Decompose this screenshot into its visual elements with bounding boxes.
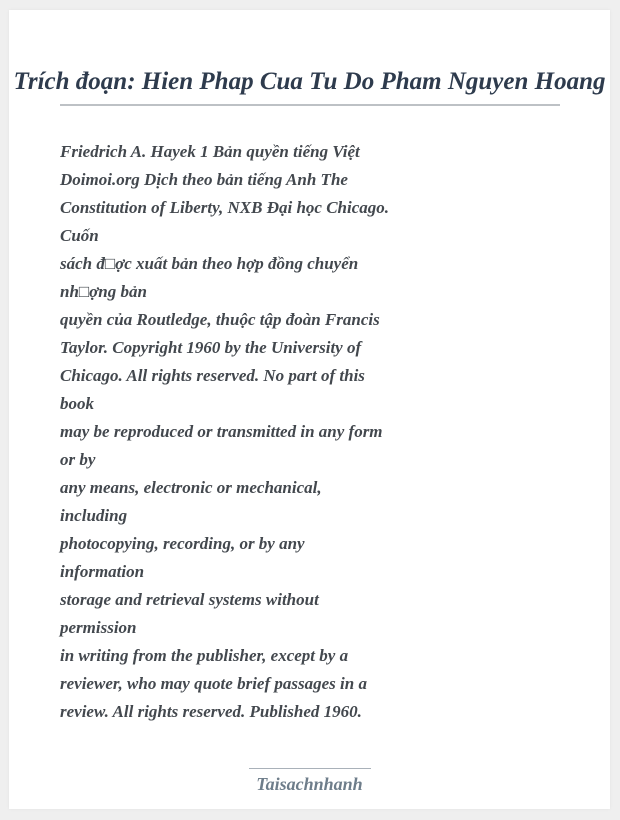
document-page bbox=[9, 10, 610, 809]
body-line: quyền của Routledge, thuộc tập đoàn Francis bbox=[60, 310, 380, 329]
body-line: in writing from the publisher, except by a bbox=[60, 646, 349, 665]
body-line: nh□ợng bản bbox=[60, 282, 147, 301]
body-line: permission bbox=[60, 618, 137, 637]
body-line: including bbox=[60, 506, 128, 525]
body-line: Taylor. Copyright 1960 by the University of bbox=[60, 338, 362, 357]
document-body bbox=[60, 138, 580, 726]
footer-divider bbox=[249, 768, 371, 769]
body-line: Doimoi.org Dịch theo bản tiếng Anh The bbox=[60, 170, 348, 189]
body-line: Friedrich A. Hayek 1 Bản quyền tiếng Việt bbox=[60, 142, 360, 161]
body-line: book bbox=[60, 394, 94, 413]
body-line: storage and retrieval systems without bbox=[60, 590, 319, 609]
body-line: may be reproduced or transmitted in any form bbox=[60, 422, 383, 441]
body-line: sách đ□ợc xuất bản theo hợp đồng chuyển bbox=[60, 254, 359, 273]
footer-brand: Taisachnhanh bbox=[256, 774, 363, 794]
body-line: any means, electronic or mechanical, bbox=[60, 478, 322, 497]
page-footer bbox=[9, 768, 610, 795]
body-line: or by bbox=[60, 450, 96, 469]
body-line: Cuốn bbox=[60, 226, 99, 245]
title-divider bbox=[60, 104, 560, 106]
body-line: photocopying, recording, or by any bbox=[60, 534, 305, 553]
body-line: information bbox=[60, 562, 145, 581]
body-line: Constitution of Liberty, NXB Đại học Chicago. bbox=[60, 198, 390, 217]
body-line: reviewer, who may quote brief passages in a bbox=[60, 674, 367, 693]
page-title: Trích đoạn: Hien Phap Cua Tu Do Pham Nguyen Hoang bbox=[13, 68, 606, 95]
body-line: Chicago. All rights reserved. No part of this bbox=[60, 366, 365, 385]
body-line: review. All rights reserved. Published 1960. bbox=[60, 702, 362, 721]
